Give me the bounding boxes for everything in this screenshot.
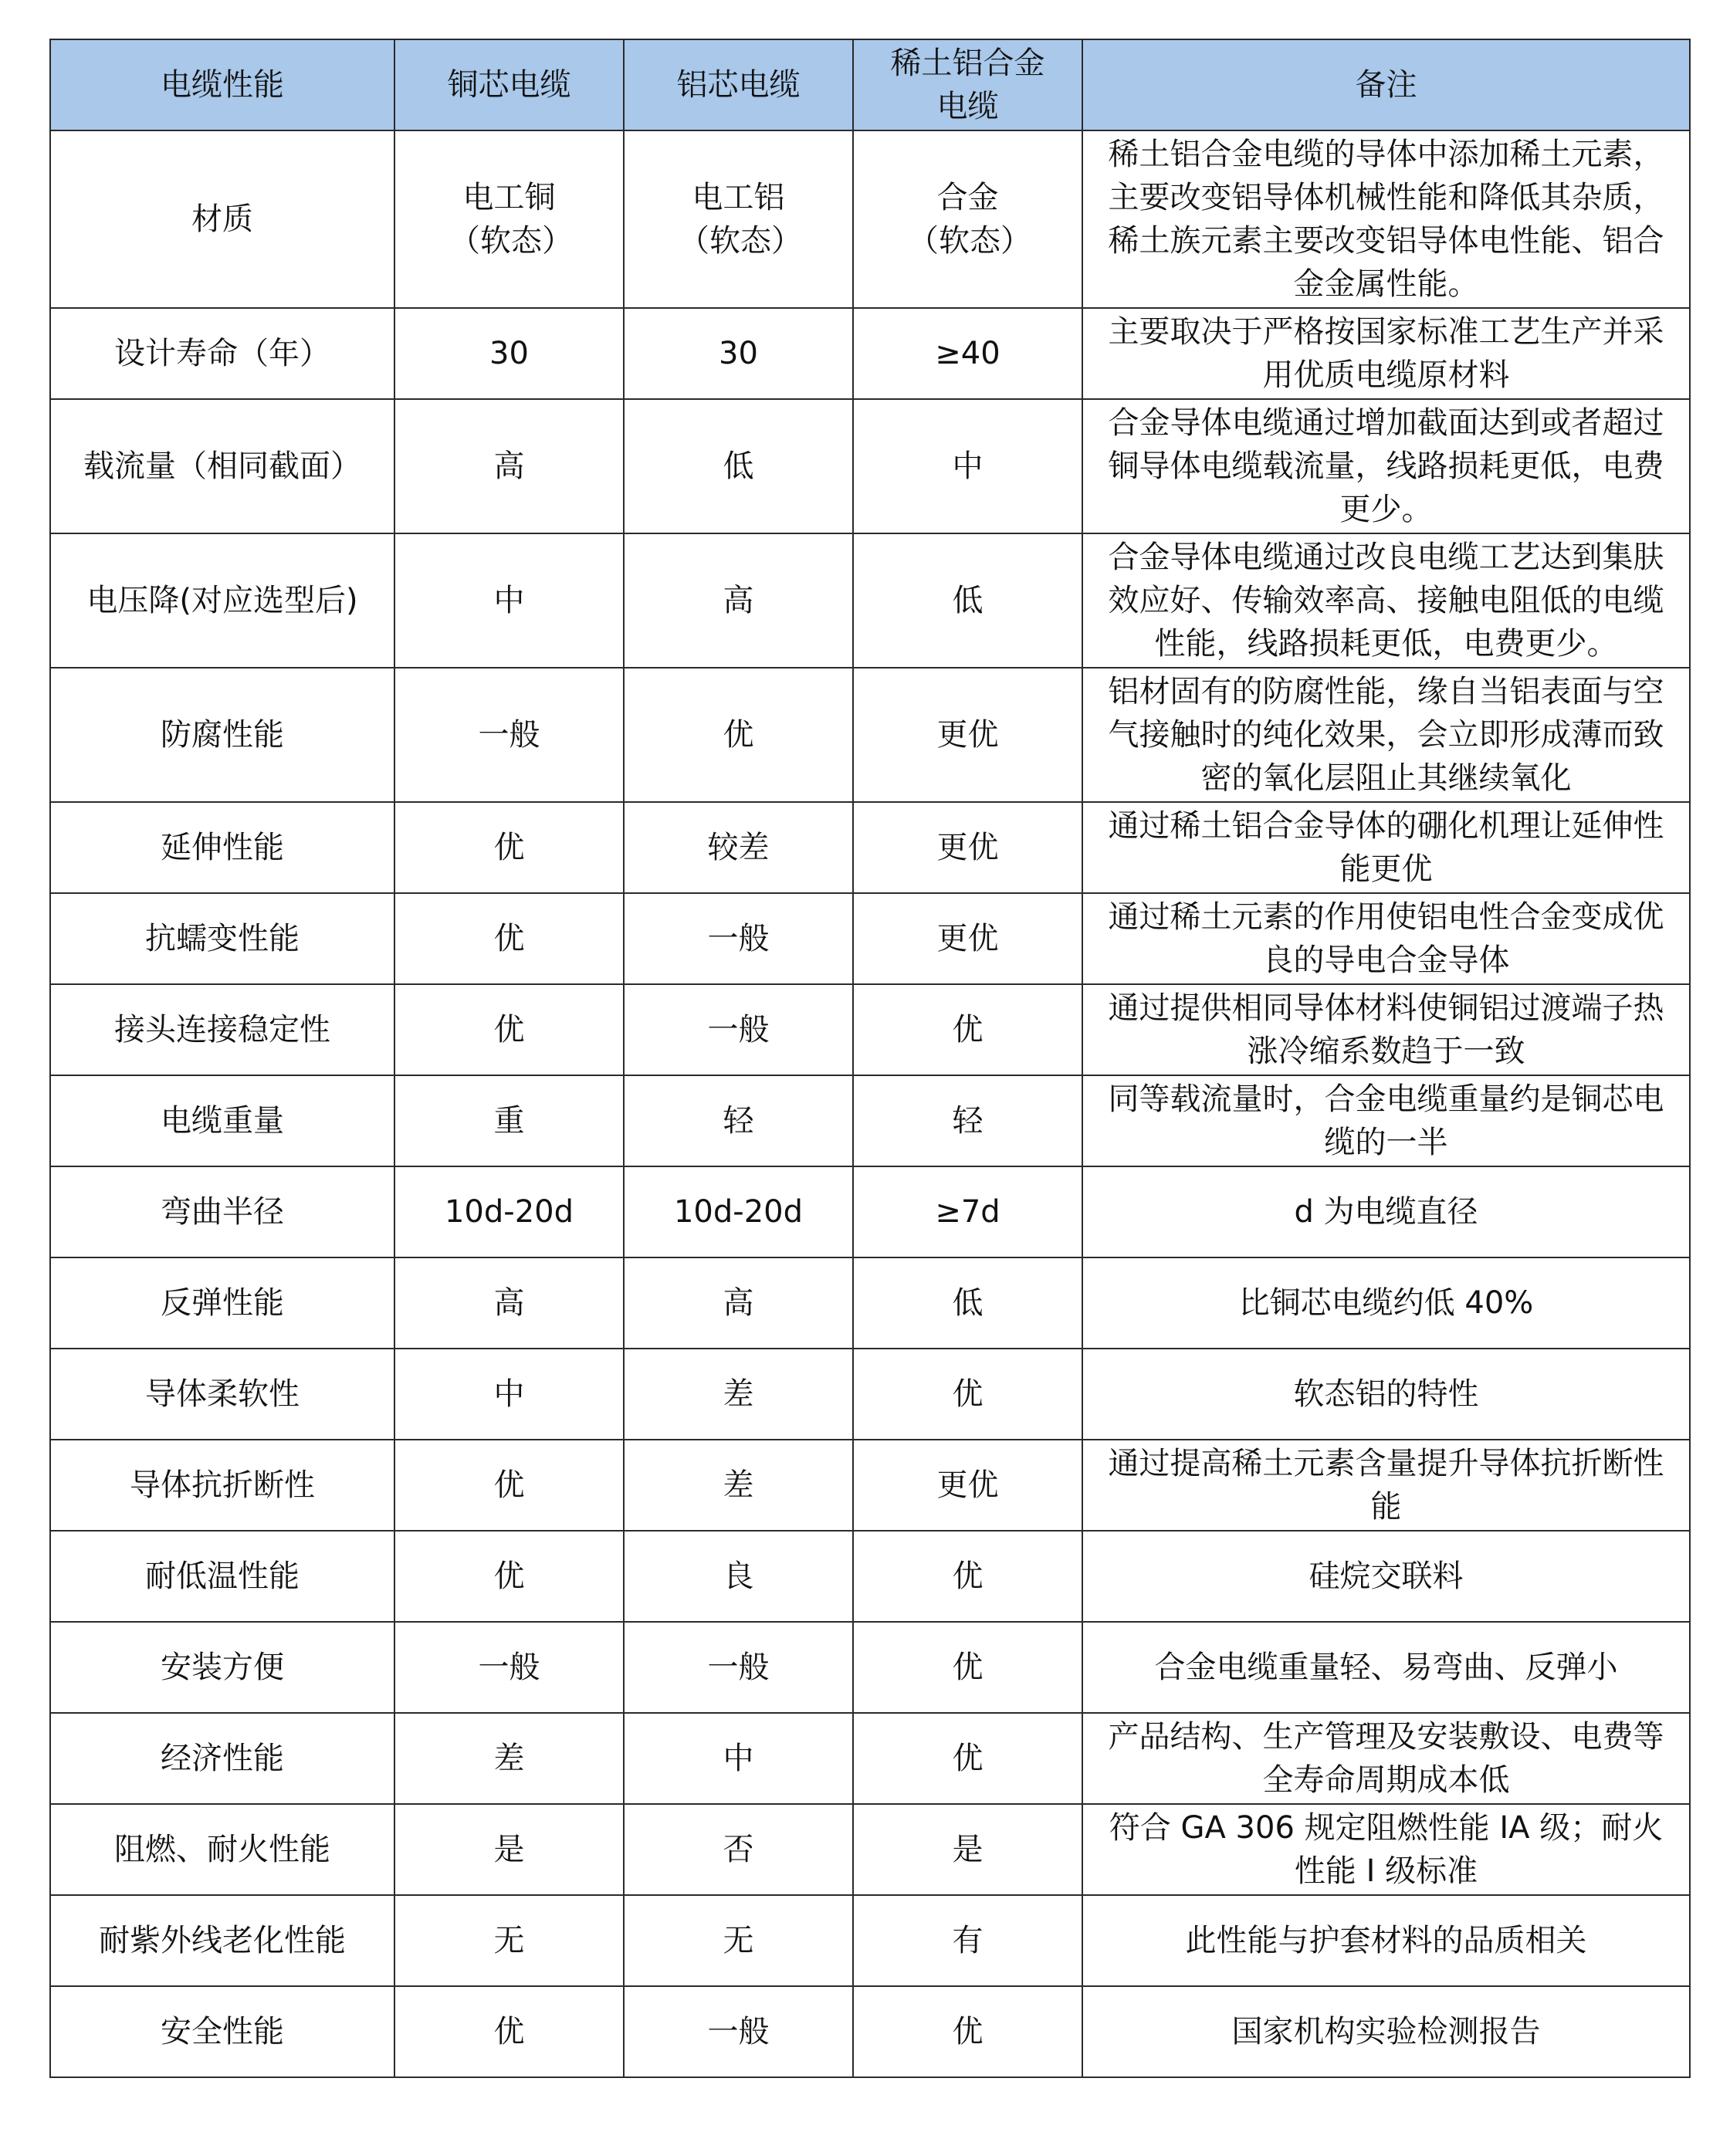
table-row <box>50 1075 1690 1166</box>
cell-note: 此性能与护套材料的品质相关 <box>1082 1895 1690 1986</box>
cell-property: 阻燃、耐火性能 <box>50 1804 394 1895</box>
cell-note: 铝材固有的防腐性能，缘自当铝表面与空气接触时的纯化效果，会立即形成薄而致密的氧化层阻止其继续氧化 <box>1082 668 1690 802</box>
cell-note: 稀土铝合金电缆的导体中添加稀土元素，主要改变铝导体机械性能和降低其杂质，稀土族元素主要改变铝导体电性能、铝合金金属性能。 <box>1082 130 1690 308</box>
cell-aluminum: 高 <box>624 533 853 668</box>
cell-alloy: 更优 <box>853 893 1082 984</box>
header-aluminum-cable: 铝芯电缆 <box>624 39 853 130</box>
cell-copper: 优 <box>394 802 624 893</box>
cell-note: 通过稀土铝合金导体的硼化机理让延伸性能更优 <box>1082 802 1690 893</box>
cell-note: 通过提高稀土元素含量提升导体抗折断性能 <box>1082 1440 1690 1531</box>
cell-property: 弯曲半径 <box>50 1166 394 1257</box>
cell-alloy: 优 <box>853 1349 1082 1440</box>
cell-note: d 为电缆直径 <box>1082 1166 1690 1257</box>
cell-aluminum: 否 <box>624 1804 853 1895</box>
cell-alloy: 轻 <box>853 1075 1082 1166</box>
table-row <box>50 668 1690 802</box>
cell-note: 符合 GA 306 规定阻燃性能 IA 级；耐火性能 I 级标准 <box>1082 1804 1690 1895</box>
cell-copper: 高 <box>394 1257 624 1349</box>
table-row <box>50 1166 1690 1257</box>
cell-aluminum: 10d-20d <box>624 1166 853 1257</box>
table-row <box>50 802 1690 893</box>
comparison-sheet <box>49 39 1689 2078</box>
cell-note: 软态铝的特性 <box>1082 1349 1690 1440</box>
cell-note: 硅烷交联料 <box>1082 1531 1690 1622</box>
cell-note: 同等载流量时，合金电缆重量约是铜芯电缆的一半 <box>1082 1075 1690 1166</box>
cell-alloy: 优 <box>853 1713 1082 1804</box>
cell-aluminum: 高 <box>624 1257 853 1349</box>
cell-property: 防腐性能 <box>50 668 394 802</box>
cell-property: 反弹性能 <box>50 1257 394 1349</box>
cell-alloy: 优 <box>853 1531 1082 1622</box>
cell-property: 安全性能 <box>50 1986 394 2077</box>
cell-property: 电缆重量 <box>50 1075 394 1166</box>
cell-aluminum: 中 <box>624 1713 853 1804</box>
table-row <box>50 1895 1690 1986</box>
cell-aluminum: 一般 <box>624 1622 853 1713</box>
cell-aluminum: 一般 <box>624 893 853 984</box>
cell-property: 导体柔软性 <box>50 1349 394 1440</box>
cell-alloy: 低 <box>853 1257 1082 1349</box>
header-copper-cable: 铜芯电缆 <box>394 39 624 130</box>
header-property: 电缆性能 <box>50 39 394 130</box>
cell-copper: 30 <box>394 308 624 399</box>
cell-property: 耐紫外线老化性能 <box>50 1895 394 1986</box>
cell-aluminum: 差 <box>624 1440 853 1531</box>
cell-aluminum: 低 <box>624 399 853 533</box>
table-row <box>50 1622 1690 1713</box>
cell-alloy: 优 <box>853 1622 1082 1713</box>
cell-property: 耐低温性能 <box>50 1531 394 1622</box>
cell-aluminum: 一般 <box>624 1986 853 2077</box>
cell-copper: 重 <box>394 1075 624 1166</box>
cell-note: 产品结构、生产管理及安装敷设、电费等全寿命周期成本低 <box>1082 1713 1690 1804</box>
cell-alloy: ≥40 <box>853 308 1082 399</box>
cell-copper: 优 <box>394 1986 624 2077</box>
cell-property: 电压降(对应选型后) <box>50 533 394 668</box>
cell-note: 合金电缆重量轻、易弯曲、反弹小 <box>1082 1622 1690 1713</box>
cell-aluminum: 无 <box>624 1895 853 1986</box>
cell-copper: 优 <box>394 1531 624 1622</box>
cell-property: 抗蠕变性能 <box>50 893 394 984</box>
cell-aluminum: 一般 <box>624 984 853 1075</box>
cell-aluminum: 电工铝（软态） <box>624 130 853 308</box>
cell-note: 比铜芯电缆约低 40% <box>1082 1257 1690 1349</box>
cell-alloy: 更优 <box>853 1440 1082 1531</box>
cell-property: 延伸性能 <box>50 802 394 893</box>
cell-aluminum: 30 <box>624 308 853 399</box>
table-row <box>50 984 1690 1075</box>
cell-copper: 是 <box>394 1804 624 1895</box>
table-row <box>50 1531 1690 1622</box>
table-row <box>50 533 1690 668</box>
cell-alloy: 更优 <box>853 802 1082 893</box>
cell-property: 材质 <box>50 130 394 308</box>
table-row <box>50 308 1690 399</box>
table-row <box>50 893 1690 984</box>
cell-alloy: 优 <box>853 984 1082 1075</box>
table-row <box>50 399 1690 533</box>
cell-aluminum: 良 <box>624 1531 853 1622</box>
cell-copper: 电工铜（软态） <box>394 130 624 308</box>
cell-alloy: 是 <box>853 1804 1082 1895</box>
cell-property: 载流量（相同截面） <box>50 399 394 533</box>
cell-aluminum: 轻 <box>624 1075 853 1166</box>
cell-copper: 优 <box>394 984 624 1075</box>
cell-alloy: 合金（软态） <box>853 130 1082 308</box>
header-alloy-cable: 稀土铝合金电缆 <box>853 39 1082 130</box>
cell-copper: 高 <box>394 399 624 533</box>
cell-aluminum: 优 <box>624 668 853 802</box>
cell-copper: 中 <box>394 1349 624 1440</box>
cell-copper: 中 <box>394 533 624 668</box>
cell-copper: 一般 <box>394 1622 624 1713</box>
table-row <box>50 1713 1690 1804</box>
cell-note: 通过稀土元素的作用使铝电性合金变成优良的导电合金导体 <box>1082 893 1690 984</box>
cell-copper: 优 <box>394 893 624 984</box>
cell-alloy: 更优 <box>853 668 1082 802</box>
table-row <box>50 1986 1690 2077</box>
cell-property: 安装方便 <box>50 1622 394 1713</box>
cell-copper: 无 <box>394 1895 624 1986</box>
cell-alloy: 低 <box>853 533 1082 668</box>
cell-alloy: 优 <box>853 1986 1082 2077</box>
cell-alloy: 有 <box>853 1895 1082 1986</box>
table-row <box>50 1349 1690 1440</box>
cell-property: 经济性能 <box>50 1713 394 1804</box>
cell-property: 设计寿命（年） <box>50 308 394 399</box>
cell-copper: 一般 <box>394 668 624 802</box>
cable-comparison-table <box>49 39 1691 2078</box>
header-row <box>50 39 1690 130</box>
table-row <box>50 1440 1690 1531</box>
cell-note: 主要取决于严格按国家标准工艺生产并采用优质电缆原材料 <box>1082 308 1690 399</box>
cell-aluminum: 差 <box>624 1349 853 1440</box>
cell-alloy: 中 <box>853 399 1082 533</box>
cell-note: 通过提供相同导体材料使铜铝过渡端子热涨冷缩系数趋于一致 <box>1082 984 1690 1075</box>
cell-note: 国家机构实验检测报告 <box>1082 1986 1690 2077</box>
table-row <box>50 130 1690 308</box>
cell-note: 合金导体电缆通过增加截面达到或者超过铜导体电缆载流量，线路损耗更低，电费更少。 <box>1082 399 1690 533</box>
header-note: 备注 <box>1082 39 1690 130</box>
table-row <box>50 1804 1690 1895</box>
cell-copper: 10d-20d <box>394 1166 624 1257</box>
cell-property: 接头连接稳定性 <box>50 984 394 1075</box>
cell-property: 导体抗折断性 <box>50 1440 394 1531</box>
cell-copper: 优 <box>394 1440 624 1531</box>
cell-aluminum: 较差 <box>624 802 853 893</box>
table-row <box>50 1257 1690 1349</box>
cell-note: 合金导体电缆通过改良电缆工艺达到集肤效应好、传输效率高、接触电阻低的电缆性能，线路损耗更低，电费更少。 <box>1082 533 1690 668</box>
cell-copper: 差 <box>394 1713 624 1804</box>
cell-alloy: ≥7d <box>853 1166 1082 1257</box>
